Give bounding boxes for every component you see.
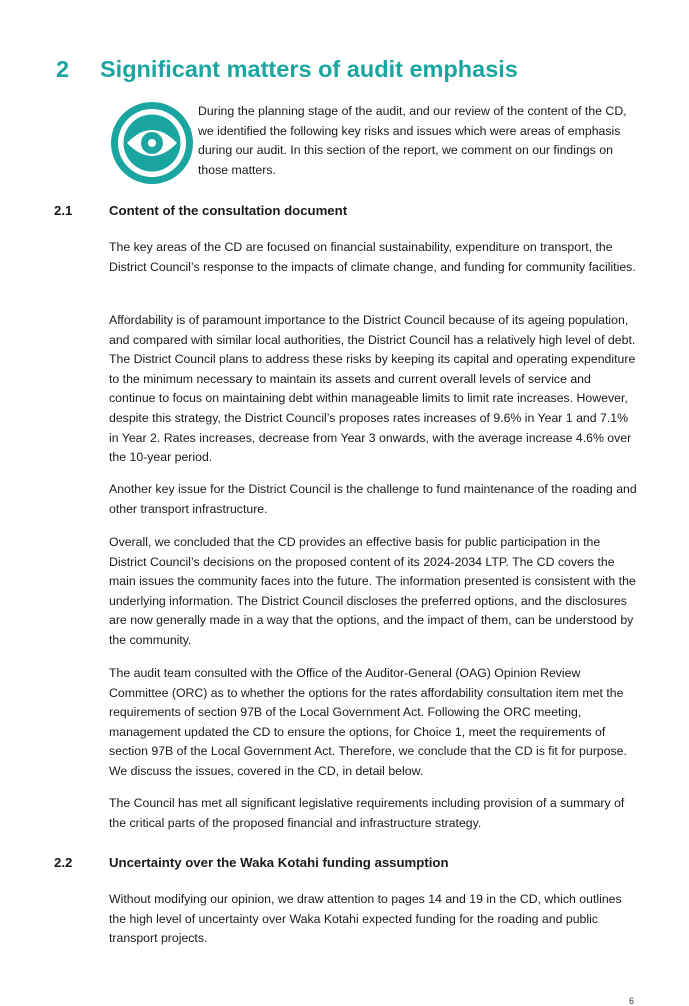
subsection-heading-2-2 — [54, 855, 449, 870]
paragraph: The audit team consulted with the Office of the Auditor-General (OAG) Opinion Review Committee (ORC) as to whether the options for the rates affordability consultation item met the requirements of section 97B of the Local Government Act. Following the ORC meeting, management updated the CD to ensure the options, for Choice 1, meet the requirements of section 97B of the Local Government Act. Therefore, we conclude that the CD is fit for purpose. We discuss the issues, covered in the CD, in detail below. — [109, 666, 627, 778]
eye-icon — [111, 102, 193, 184]
paragraph: Another key issue for the District Council is the challenge to fund maintenance of the roading and other transport infrastructure. — [109, 482, 637, 516]
subsection-number: 2.1 — [54, 203, 73, 218]
subsection-number: 2.2 — [54, 855, 73, 870]
section-title: Significant matters of audit emphasis — [100, 56, 518, 82]
paragraph: Affordability is of paramount importance to the District Council because of its ageing population, and compared with similar local authorities, the District Council has a relatively high level of debt. The District Council plans to address these risks by keeping its capital and operating expenditure to the minimum necessary to maintain its assets and current overall levels of service and continue to focus on maintaining debt within manageable limits to limit rate increases. However, despite this strategy, the District Council’s proposes rates increases of 9.6% in Year 1 and 7.1% in Year 2. Rates increases, decrease from Year 3 onwards, with the average increase 4.6% over the 10-year period. — [109, 313, 636, 465]
subsection-title: Uncertainty over the Waka Kotahi funding assumption — [109, 855, 449, 870]
paragraph: Overall, we concluded that the CD provides an effective basis for public participation in the District Council’s decisions on the proposed content of its 2024-2034 LTP. The CD covers the main issues the community faces into the future. The information presented is consistent with the underlying information. The District Council discloses the preferred options, and the disclosures are now generally made in a way that the options, and the impact of them, can be understood by the community. — [109, 535, 636, 647]
section-heading — [56, 56, 518, 83]
page-number: 6 — [629, 996, 635, 1006]
subsection-title: Content of the consultation document — [109, 203, 348, 218]
intro-paragraph: During the planning stage of the audit, and our review of the content of the CD, we identified the following key risks and issues which were areas of emphasis during our audit. In this section of the report, we comment on our findings on those matters. — [198, 104, 627, 177]
section-number: 2 — [56, 56, 70, 82]
paragraph: Without modifying our opinion, we draw attention to pages 14 and 19 in the CD, which outlines the high level of uncertainty over Waka Kotahi expected funding for the roading and public transport projects. — [109, 892, 622, 946]
subsection-heading-2-1 — [54, 203, 347, 218]
paragraph: The key areas of the CD are focused on financial sustainability, expenditure on transport, the District Council’s response to the impacts of climate change, and funding for community facilities. — [109, 240, 636, 274]
paragraph: The Council has met all significant legislative requirements including provision of a summary of the critical parts of the proposed financial and infrastructure strategy. — [109, 796, 625, 830]
